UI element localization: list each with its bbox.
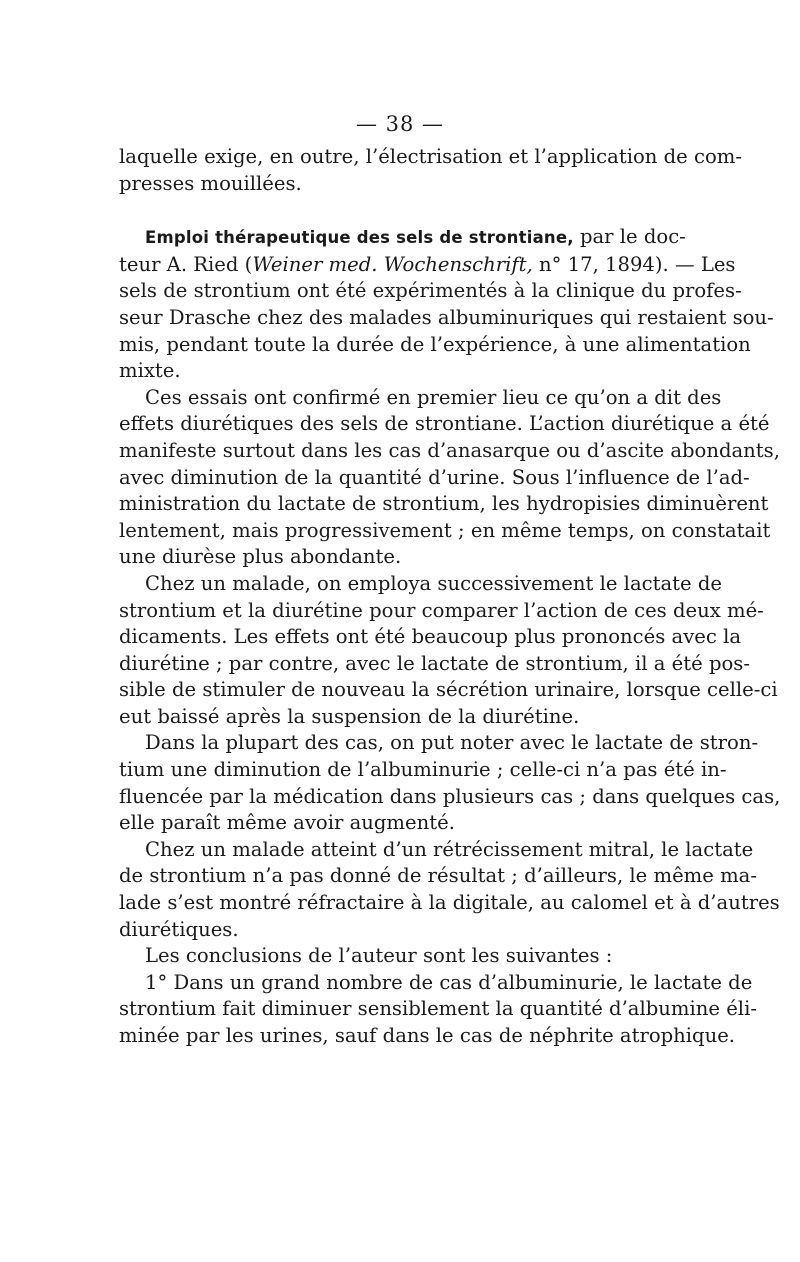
text-line: dicaments. Les effets ont été beaucoup plus prononcés avec la: [119, 625, 742, 649]
text-line: sels de strontium ont été expérimentés à la clinique du profes-: [119, 279, 742, 303]
page-number: — 38 —: [355, 112, 445, 136]
text-line: diurétiques.: [119, 917, 239, 941]
text-line: avec diminution de la quantité d’urine. Sous l’influence de l’ad-: [119, 465, 750, 489]
text-line: Chez un malade atteint d’un rétrécissement mitral, le lactate: [145, 837, 754, 861]
body-text: [119, 144, 781, 1050]
text-line: diurétine ; par contre, avec le lactate de strontium, il a été pos-: [119, 651, 750, 675]
text-line: lade s’est montré réfractaire à la digitale, au calomel et à d’autres: [119, 891, 780, 915]
text-line: Ces essais ont confirmé en premier lieu ce qu’on a dit des: [145, 385, 722, 409]
text-line: manifeste surtout dans les cas d’anasarque ou d’ascite abondants,: [119, 438, 780, 462]
text-line: effets diurétiques des sels de strontiane. L’action diurétique a été: [119, 412, 770, 436]
text-line: seur Drasche chez des malades albuminuriques qui restaient sou-: [119, 305, 774, 329]
text-line: Chez un malade, on employa successivement le lactate de: [145, 571, 722, 595]
text-line: ministration du lactate de strontium, les hydropisies diminuèrent: [119, 492, 769, 516]
article-heading: Emploi thérapeutique des sels de strontiane,: [145, 228, 574, 248]
text-line: tium une diminution de l’albuminurie ; celle-ci n’a pas été in-: [119, 758, 727, 782]
text-line: laquelle exige, en outre, l’électrisation et l’application de com-: [119, 145, 742, 168]
text-fragment: par le doc-: [573, 225, 686, 249]
text-line: lentement, mais progressivement ; en même temps, on constatait: [119, 518, 771, 542]
text-line: mixte.: [119, 359, 181, 383]
journal-title: Weiner med. Wochenschrift,: [252, 252, 533, 276]
citation-line: [119, 252, 736, 279]
text-fragment: n° 17, 1894). — Les: [532, 252, 736, 276]
article-heading-line: [119, 224, 686, 252]
text-line: strontium et la diurétine pour comparer l’action de ces deux mé-: [119, 598, 764, 622]
text-line: 1° Dans un grand nombre de cas d’albuminurie, le lactate de: [145, 970, 753, 994]
text-line: elle paraît même avoir augmenté.: [119, 811, 455, 835]
text-fragment: teur A. Ried (: [119, 252, 253, 276]
text-line: une diurèse plus abondante.: [119, 545, 402, 569]
text-line: mis, pendant toute la durée de l’expérience, à une alimentation: [119, 332, 751, 356]
text-line: minée par les urines, sauf dans le cas de néphrite atrophique.: [119, 1024, 736, 1047]
text-line: Les conclusions de l’auteur sont les suivantes :: [145, 944, 613, 968]
text-line: strontium fait diminuer sensiblement la quantité d’albumine éli-: [119, 997, 757, 1021]
text-line: presses mouillées.: [119, 171, 302, 195]
text-line: eut baissé après la suspension de la diurétine.: [119, 704, 580, 728]
text-line: sible de stimuler de nouveau la sécrétion urinaire, lorsque celle-ci: [119, 678, 778, 702]
text-line: Dans la plupart des cas, on put noter avec le lactate de stron-: [145, 731, 759, 755]
section-gap: [119, 197, 681, 224]
text-line: fluencée par la médication dans plusieurs cas ; dans quelques cas,: [119, 784, 781, 808]
text-line: de strontium n’a pas donné de résultat ; d’ailleurs, le même ma-: [119, 864, 757, 888]
